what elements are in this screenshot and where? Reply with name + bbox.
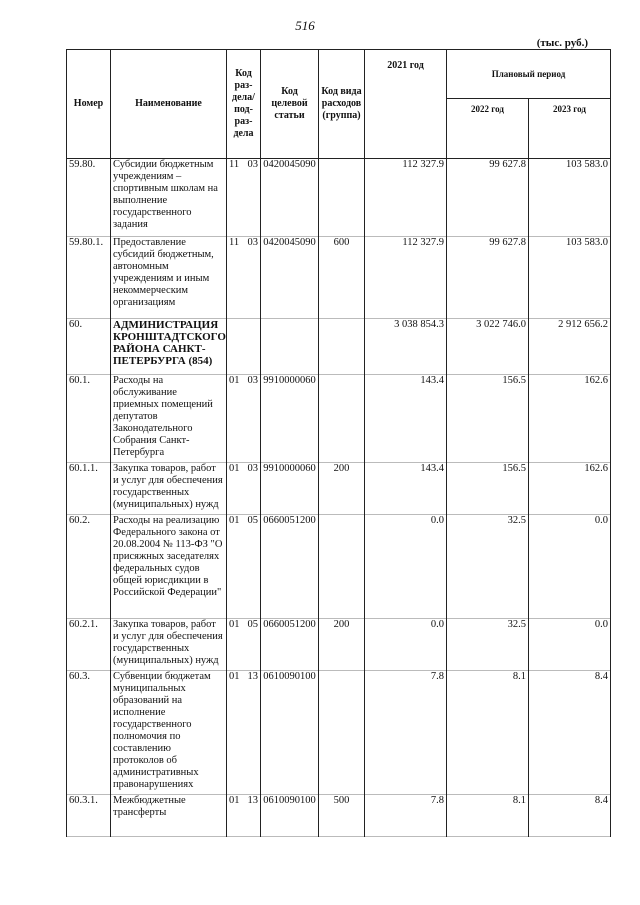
row-subsection: 13 [247, 671, 258, 682]
row-name: Закупка товаров, работ и услуг для обеспечения государственных (муниципальных) нужд [111, 619, 227, 671]
row-subsection: 05 [247, 515, 258, 526]
row-target-code: 0420045090 [261, 237, 319, 319]
row-amount-2023: 162.6 [529, 463, 611, 515]
row-expense-type [319, 159, 365, 237]
table-row [67, 671, 611, 795]
header-expense-type-code: Код вида расходов (группа) [319, 50, 365, 159]
header-name: Наименование [111, 50, 227, 159]
row-subsection: 05 [247, 619, 258, 630]
row-number: 59.80. [67, 159, 111, 237]
header-year-2022: 2022 год [447, 98, 529, 158]
table-row [67, 375, 611, 463]
table-row [67, 319, 611, 375]
row-number: 60.1.1. [67, 463, 111, 515]
row-section-code [227, 619, 261, 671]
row-target-code: 0610090100 [261, 795, 319, 837]
row-name: Расходы на обслуживание приемных помещений депутатов Законодательного Собрания Санкт-Петербурга [111, 375, 227, 463]
row-name: Субвенции бюджетам муниципальных образований на исполнение государственного полномочия по составлению протоколов об административных правонарушениях [111, 671, 227, 795]
row-target-code: 9910000060 [261, 463, 319, 515]
row-section-code [227, 671, 261, 795]
row-amount-2021: 112 327.9 [365, 159, 447, 237]
row-target-code: 0420045090 [261, 159, 319, 237]
row-amount-2023: 103 583.0 [529, 237, 611, 319]
row-number: 59.80.1. [67, 237, 111, 319]
row-section: 01 [229, 463, 240, 474]
row-expense-type [319, 671, 365, 795]
row-section: 01 [229, 795, 240, 806]
row-name: Закупка товаров, работ и услуг для обеспечения государственных (муниципальных) нужд [111, 463, 227, 515]
row-amount-2023: 0.0 [529, 515, 611, 619]
table-row [67, 237, 611, 319]
header-year-2021: 2021 год [365, 50, 447, 159]
row-section: 01 [229, 619, 240, 630]
row-name: Расходы на реализацию Федерального закона от 20.08.2004 № 113-ФЗ "О присяжных заседателях федеральных судов общей юрисдикции в Российской Федерации" [111, 515, 227, 619]
row-expense-type [319, 515, 365, 619]
row-section: 01 [229, 671, 240, 682]
row-number: 60.2. [67, 515, 111, 619]
row-amount-2021: 7.8 [365, 795, 447, 837]
row-section: 01 [229, 375, 240, 386]
row-target-code: 9910000060 [261, 375, 319, 463]
row-name: Субсидии бюджетным учреждениям – спортивным школам на выполнение государственного задания [111, 159, 227, 237]
row-amount-2023: 103 583.0 [529, 159, 611, 237]
row-name: Межбюджетные трансферты [111, 795, 227, 837]
page-number: 516 [295, 18, 315, 33]
row-section-code [227, 375, 261, 463]
row-amount-2022: 8.1 [447, 671, 529, 795]
row-amount-2021: 3 038 854.3 [365, 319, 447, 375]
row-number: 60. [67, 319, 111, 375]
row-amount-2022: 99 627.8 [447, 237, 529, 319]
row-expense-type: 200 [319, 463, 365, 515]
row-target-code [261, 319, 319, 375]
row-section-code [227, 795, 261, 837]
header-year-2023: 2023 год [529, 98, 611, 158]
header-plan-period: Плановый период [447, 50, 611, 99]
header-section-code: Код раз-дела/ под-раз-дела [227, 50, 261, 159]
row-amount-2022: 3 022 746.0 [447, 319, 529, 375]
row-subsection: 03 [247, 159, 258, 170]
row-amount-2021: 143.4 [365, 375, 447, 463]
row-name: АДМИНИСТРАЦИЯ КРОНШТАДТСКОГО РАЙОНА САНКТ-ПЕТЕРБУРГА (854) [111, 319, 227, 375]
row-target-code: 0610090100 [261, 671, 319, 795]
row-section-code [227, 463, 261, 515]
row-section-code [227, 319, 261, 375]
row-amount-2023: 162.6 [529, 375, 611, 463]
header-target-code: Код целевой статьи [261, 50, 319, 159]
row-expense-type: 200 [319, 619, 365, 671]
table-row [67, 619, 611, 671]
table-row [67, 515, 611, 619]
row-amount-2022: 32.5 [447, 619, 529, 671]
row-section: 11 [229, 159, 240, 170]
row-amount-2022: 156.5 [447, 463, 529, 515]
row-amount-2021: 0.0 [365, 515, 447, 619]
row-number: 60.3. [67, 671, 111, 795]
row-subsection: 03 [247, 463, 258, 474]
row-amount-2023: 8.4 [529, 671, 611, 795]
row-section: 01 [229, 515, 240, 526]
row-expense-type: 500 [319, 795, 365, 837]
header-number: Номер [67, 50, 111, 159]
row-amount-2023: 0.0 [529, 619, 611, 671]
row-number: 60.1. [67, 375, 111, 463]
row-target-code: 0660051200 [261, 515, 319, 619]
row-section-code [227, 237, 261, 319]
row-amount-2022: 156.5 [447, 375, 529, 463]
row-amount-2022: 8.1 [447, 795, 529, 837]
row-expense-type [319, 375, 365, 463]
row-subsection: 03 [247, 237, 258, 248]
row-amount-2022: 99 627.8 [447, 159, 529, 237]
row-amount-2023: 8.4 [529, 795, 611, 837]
row-section-code [227, 515, 261, 619]
table-row [67, 463, 611, 515]
row-section: 11 [229, 237, 240, 248]
row-target-code: 0660051200 [261, 619, 319, 671]
row-amount-2021: 112 327.9 [365, 237, 447, 319]
row-subsection: 13 [247, 795, 258, 806]
row-amount-2021: 143.4 [365, 463, 447, 515]
table-row [67, 795, 611, 837]
row-expense-type [319, 319, 365, 375]
row-name: Предоставление субсидий бюджетным, автономным учреждениям и иным некоммерческим организациям [111, 237, 227, 319]
row-expense-type: 600 [319, 237, 365, 319]
row-section-code [227, 159, 261, 237]
row-number: 60.2.1. [67, 619, 111, 671]
row-amount-2021: 7.8 [365, 671, 447, 795]
row-amount-2023: 2 912 656.2 [529, 319, 611, 375]
table-row [67, 159, 611, 237]
row-amount-2022: 32.5 [447, 515, 529, 619]
budget-table [66, 49, 611, 837]
row-amount-2021: 0.0 [365, 619, 447, 671]
units-label: (тыс. руб.) [536, 37, 588, 49]
row-number: 60.3.1. [67, 795, 111, 837]
row-subsection: 03 [247, 375, 258, 386]
